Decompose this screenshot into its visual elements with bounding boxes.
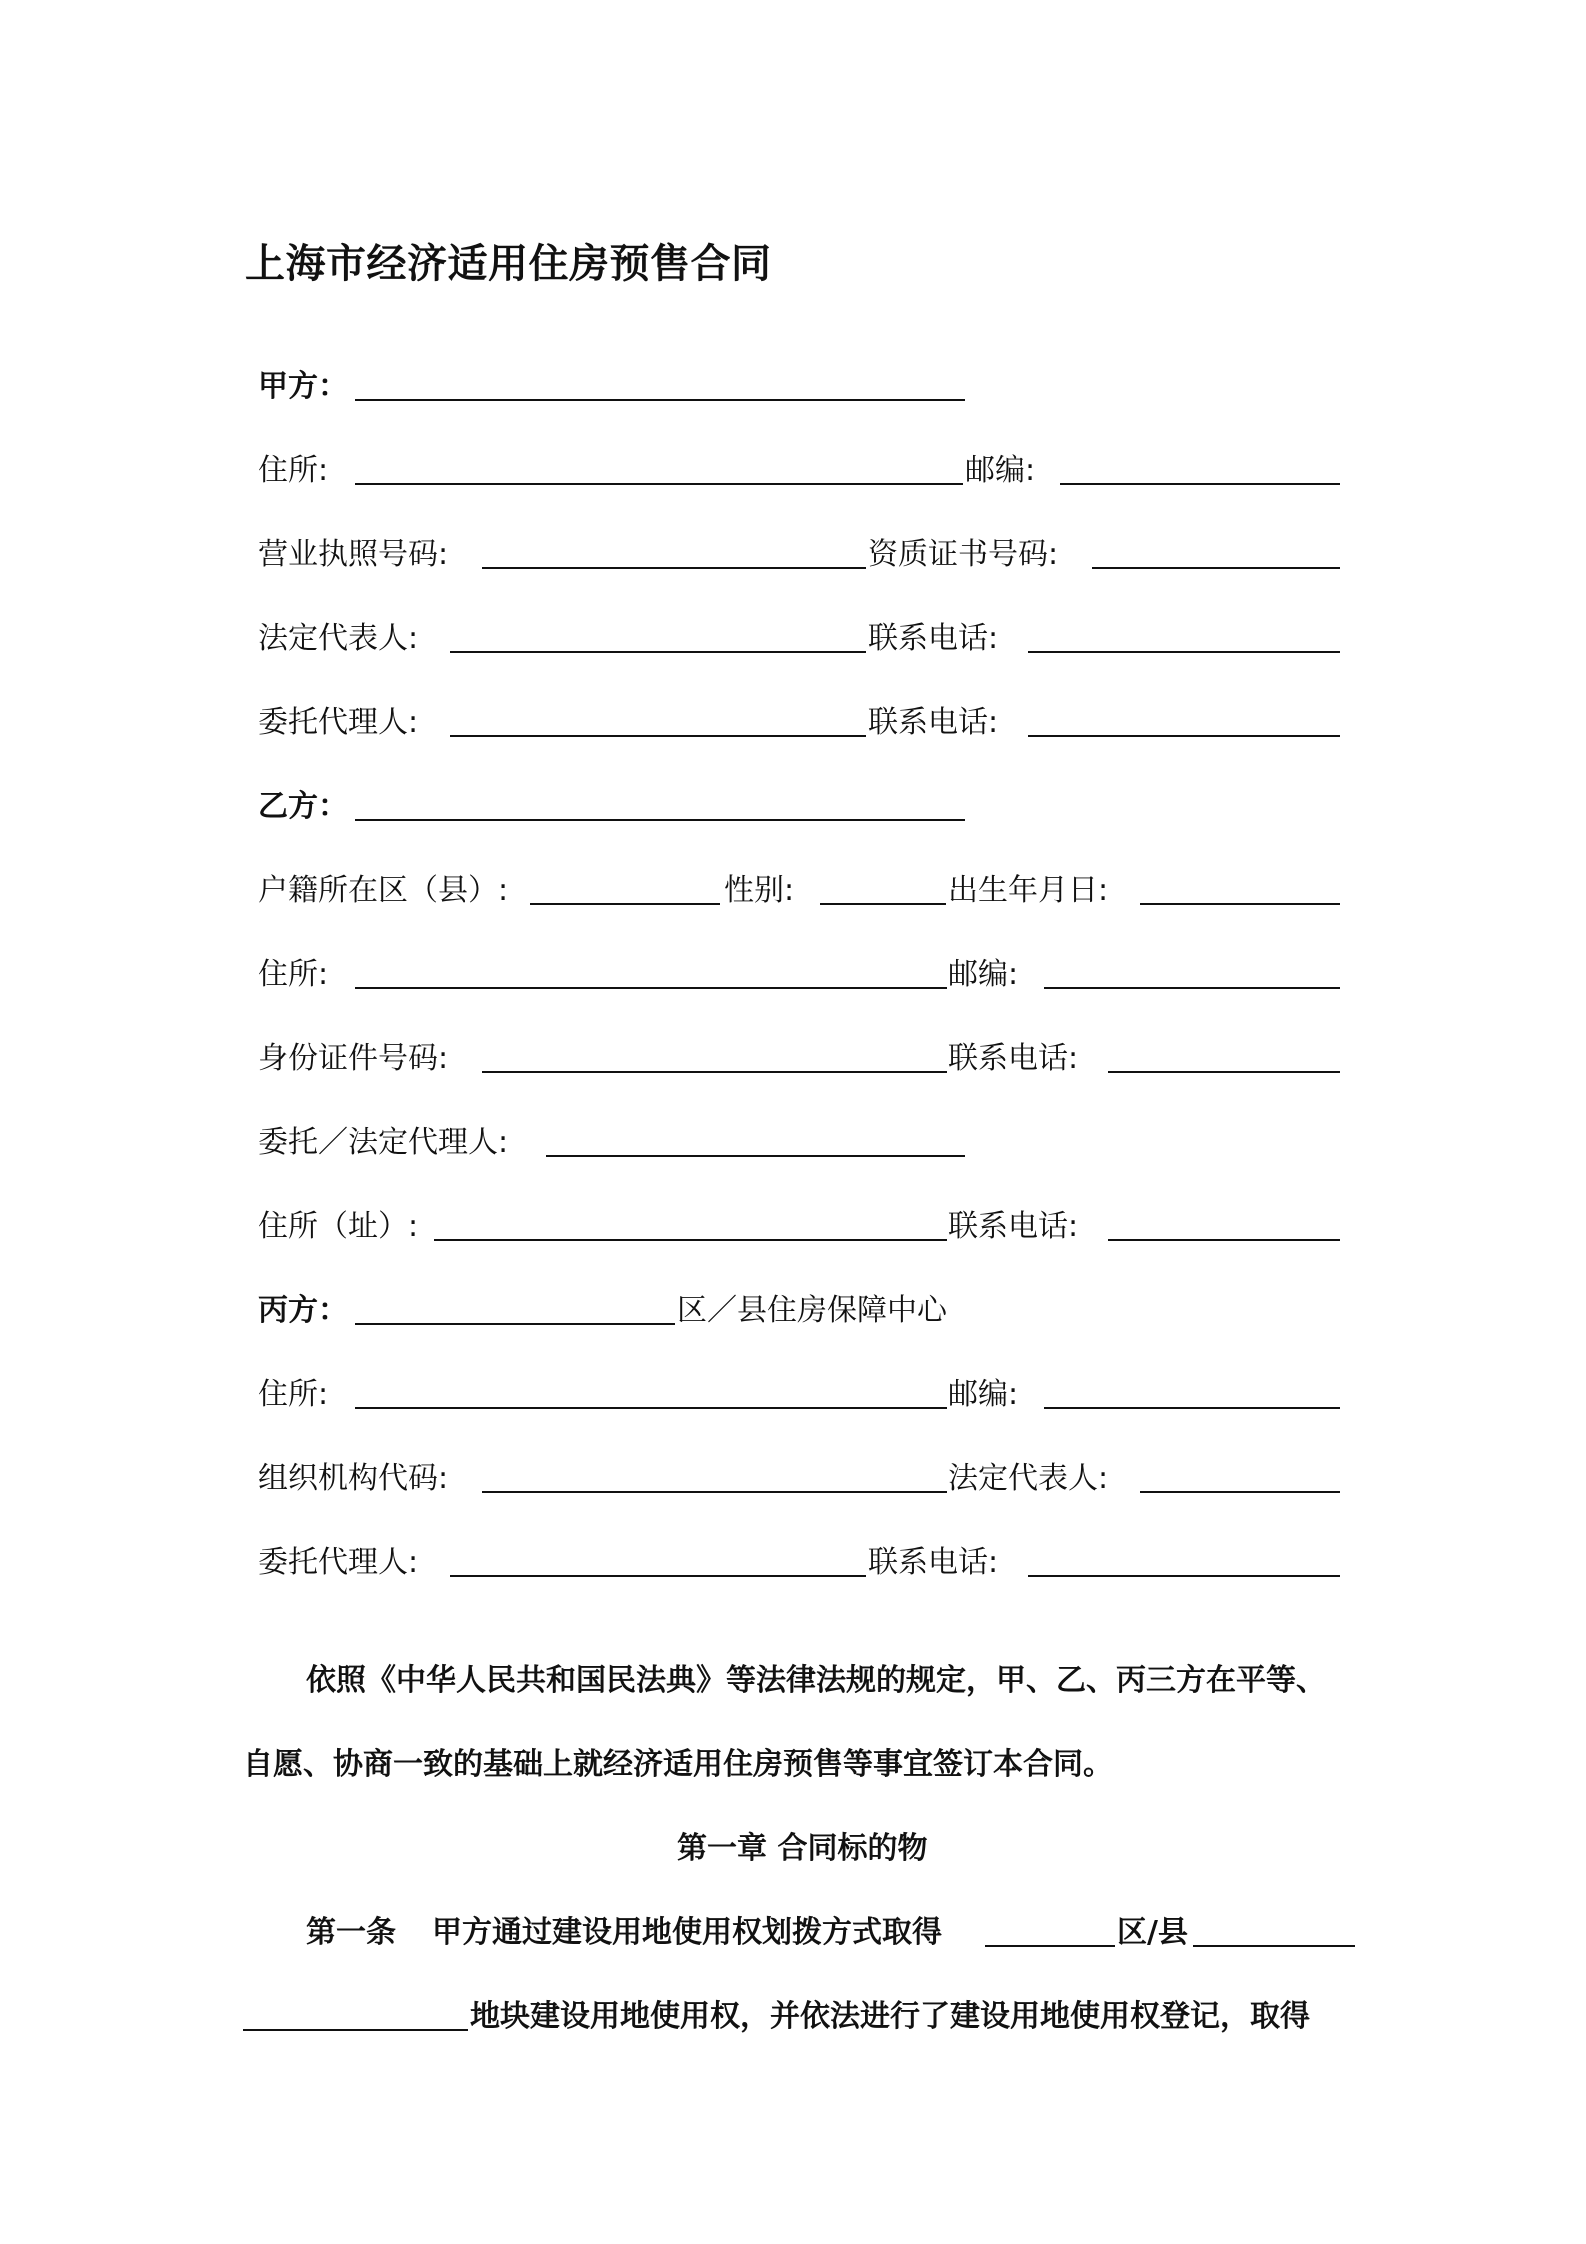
party-a-phone2-label: 联系电话: [868,705,999,740]
article-1-label: 第一条 [306,1915,396,1950]
party-b-household-field[interactable] [530,903,720,905]
party-c-orgcode-label: 组织机构代码: [258,1461,449,1496]
party-a-legalrep-label: 法定代表人: [258,621,419,656]
party-c-phone-label: 联系电话: [868,1545,999,1580]
party-c-postcode-field[interactable] [1044,1407,1340,1409]
party-c-address-label: 住所: [258,1377,329,1412]
party-b-phone1-label: 联系电话: [948,1041,1079,1076]
article-1-text-3: 地块建设用地使用权，并依法进行了建设用地使用权登记，取得 [470,1999,1310,2034]
chapter-1-title: 第一章 合同标的物 [677,1831,928,1866]
party-c-district-field[interactable] [355,1323,675,1325]
party-b-agent-row [0,1113,1586,1173]
party-b-phone2-field[interactable] [1108,1239,1340,1241]
party-a-agent-row [0,693,1586,753]
article-1-field-3[interactable] [243,2029,468,2031]
preamble-line-1: 依照《中华人民共和国民法典》等法律法规的规定，甲、乙、丙三方在平等、 [306,1663,1326,1698]
party-a-cert-label: 资质证书号码: [868,537,1059,572]
party-a-heading: 甲方： [258,369,348,404]
article-1-row-1 [0,1903,1586,1963]
document-title: 上海市经济适用住房预售合同 [245,241,772,287]
party-b-postcode-label: 邮编: [948,957,1019,992]
party-a-name-field[interactable] [355,399,965,401]
party-c-row [0,1281,1586,1341]
party-c-address-row [0,1365,1586,1425]
party-b-household-label: 户籍所在区（县）: [258,873,509,908]
party-c-orgcode-field[interactable] [482,1491,947,1493]
party-c-postcode-label: 邮编: [948,1377,1019,1412]
party-c-heading: 丙方： [258,1293,348,1328]
party-a-cert-field[interactable] [1092,567,1340,569]
party-c-agent-row [0,1533,1586,1593]
party-a-license-label: 营业执照号码: [258,537,449,572]
party-a-agent-label: 委托代理人: [258,705,419,740]
party-b-address-field[interactable] [355,987,947,989]
party-a-agent-field[interactable] [450,735,866,737]
party-b-agent-address-label: 住所（址）: [258,1209,419,1244]
party-a-phone1-field[interactable] [1028,651,1340,653]
party-c-agent-field[interactable] [450,1575,866,1577]
party-b-gender-field[interactable] [820,903,946,905]
party-b-phone2-label: 联系电话: [948,1209,1079,1244]
party-a-license-field[interactable] [482,567,866,569]
party-a-address-label: 住所: [258,453,329,488]
article-1-field-1[interactable] [985,1945,1115,1947]
party-a-postcode-label: 邮编: [965,453,1036,488]
party-b-agent-address-field[interactable] [434,1239,947,1241]
party-b-name-field[interactable] [355,819,965,821]
preamble-line-2: 自愿、协商一致的基础上就经济适用住房预售等事宜签订本合同。 [243,1747,1113,1782]
party-b-gender-label: 性别: [724,873,795,908]
party-c-agent-label: 委托代理人: [258,1545,419,1580]
party-a-phone1-label: 联系电话: [868,621,999,656]
article-1-row-2 [0,1987,1586,2047]
party-b-agent-address-row [0,1197,1586,1257]
article-1-text-2: 区/县 [1117,1915,1188,1950]
party-a-phone2-field[interactable] [1028,735,1340,737]
party-a-row [0,357,1586,417]
article-1-text-1: 甲方通过建设用地使用权划拨方式取得 [432,1915,942,1950]
party-c-orgcode-row [0,1449,1586,1509]
party-c-suffix: 区／县住房保障中心 [677,1293,947,1328]
party-a-address-row [0,441,1586,501]
party-a-postcode-field[interactable] [1060,483,1340,485]
party-b-birthdate-field[interactable] [1140,903,1340,905]
party-b-household-row [0,861,1586,921]
party-b-heading: 乙方： [258,789,348,824]
party-b-agent-field[interactable] [546,1155,965,1157]
party-a-legalrep-field[interactable] [450,651,866,653]
party-b-postcode-field[interactable] [1044,987,1340,989]
party-c-phone-field[interactable] [1028,1575,1340,1577]
party-b-agent-label: 委托／法定代理人: [258,1125,509,1160]
party-b-address-label: 住所: [258,957,329,992]
party-a-license-row [0,525,1586,585]
party-b-id-row [0,1029,1586,1089]
party-c-address-field[interactable] [355,1407,947,1409]
party-b-birthdate-label: 出生年月日: [948,873,1109,908]
party-b-phone1-field[interactable] [1108,1071,1340,1073]
party-c-legalrep-field[interactable] [1140,1491,1340,1493]
party-a-legalrep-row [0,609,1586,669]
party-c-legalrep-label: 法定代表人: [948,1461,1109,1496]
party-b-id-label: 身份证件号码: [258,1041,449,1076]
party-b-row [0,777,1586,837]
article-1-field-2[interactable] [1193,1945,1355,1947]
party-b-id-field[interactable] [482,1071,947,1073]
party-b-address-row [0,945,1586,1005]
party-a-address-field[interactable] [355,483,963,485]
